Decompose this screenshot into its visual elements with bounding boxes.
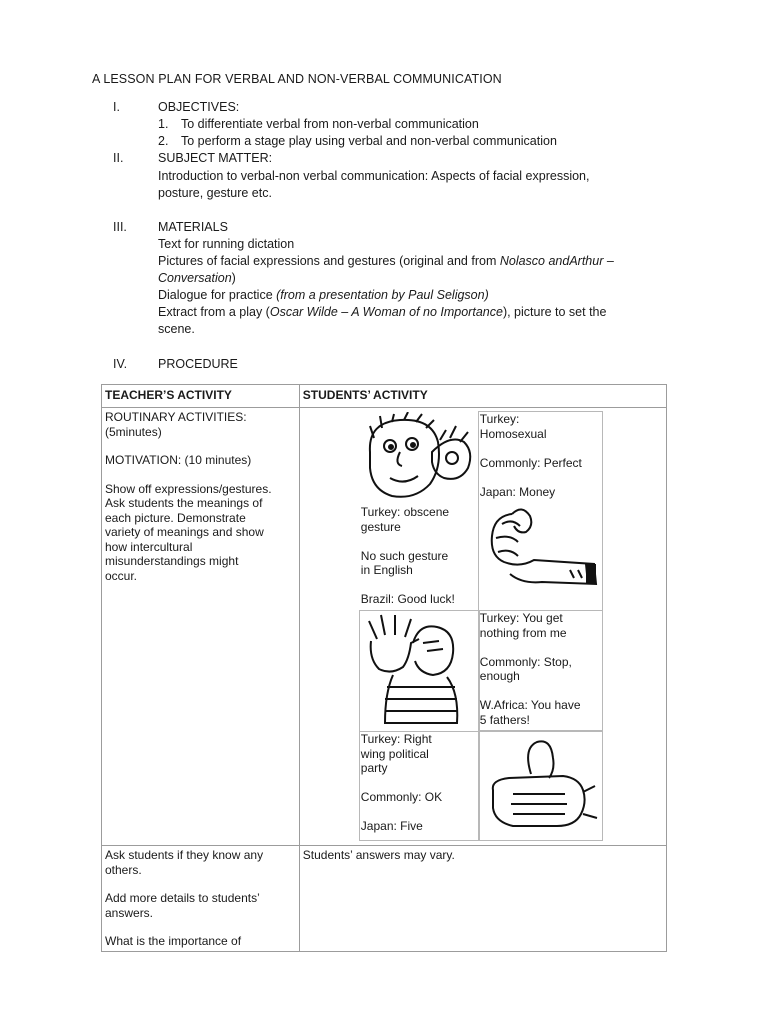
material-item: scene. [158, 322, 195, 336]
students-activity-cell [299, 408, 666, 846]
gesture-meaning-text: Turkey: You get nothing from me Commonly: Stop, enough W.Africa: You have 5 fathers! [479, 611, 581, 727]
instruction-line: Show off expressions/gestures. [105, 481, 272, 496]
gesture-meaning-text: Turkey: Homosexual Commonly: Perfect Japan: Money [479, 412, 582, 499]
teacher-activity-cell [102, 408, 300, 846]
section-numeral-3: III. [113, 220, 127, 234]
material-item: Extract from a play (Oscar Wilde – A Woman of no Importance), picture to set the [158, 305, 607, 319]
document-title: A LESSON PLAN FOR VERBAL AND NON-VERBAL COMMUNICATION [92, 72, 502, 86]
teacher-text-line: Ask students if they know any [105, 848, 264, 862]
open-palm-man-icon [363, 613, 475, 727]
objective-item-number: 2. [158, 134, 169, 148]
objective-item-number: 1. [158, 117, 169, 131]
students-activity-cell: Students’ answers may vary. [299, 846, 666, 952]
procedure-heading: PROCEDURE [158, 357, 238, 371]
subject-matter-text: posture, gesture etc. [158, 186, 272, 200]
subject-matter-text: Introduction to verbal-non verbal communication: Aspects of facial expression, [158, 169, 590, 183]
material-item: Pictures of facial expressions and gestures (original and from Nolasco andArthur – [158, 254, 614, 268]
teacher-activity-header: TEACHER’S ACTIVITY [102, 385, 300, 408]
material-item: Text for running dictation [158, 237, 295, 251]
materials-heading: MATERIALS [158, 220, 228, 234]
table-header-row [102, 385, 667, 408]
instruction-line: how intercultural [105, 539, 193, 554]
teacher-text-line: answers. [105, 905, 154, 920]
instruction-line: variety of meanings and show [105, 525, 264, 539]
instruction-line: Ask students the meanings of [105, 496, 263, 510]
material-item: Dialogue for practice (from a presentation by Paul Seligson) [158, 288, 489, 302]
motivation-label: MOTIVATION: (10 minutes) [105, 453, 252, 467]
gesture-meaning-text: Turkey: Right wing political party Commonly: OK Japan: Five [360, 732, 443, 833]
ok-gesture-face-icon [360, 412, 476, 504]
instruction-line: misunderstandings might [105, 554, 239, 568]
teacher-text-line: What is the importance of [105, 934, 242, 948]
thumbs-up-icon [483, 738, 601, 836]
section-numeral-4: IV. [113, 357, 128, 371]
teacher-text-line: Add more details to students’ [105, 891, 260, 905]
instruction-line: occur. [105, 568, 138, 583]
table-row [102, 408, 667, 846]
routinary-activities-label: ROUTINARY ACTIVITIES: [105, 410, 247, 424]
gesture-meaning-text: Turkey: obscene gesture No such gesture in English Brazil: Good luck! [360, 505, 455, 606]
section-numeral-2: II. [113, 151, 124, 165]
material-item: Conversation) [158, 271, 236, 285]
objective-item-text: To differentiate verbal from non-verbal communication [181, 117, 479, 131]
section-numeral-1: I. [113, 100, 120, 114]
teacher-activity-cell [102, 846, 300, 952]
teacher-text-line: others. [105, 862, 142, 877]
objective-item-text: To perform a stage play using verbal and non-verbal communication [181, 134, 557, 148]
routinary-duration: (5minutes) [105, 424, 162, 439]
instruction-line: each picture. Demonstrate [105, 510, 246, 525]
procedure-table [101, 384, 667, 952]
objectives-heading: OBJECTIVES: [158, 100, 240, 114]
subject-matter-heading: SUBJECT MATTER: [158, 151, 273, 165]
students-activity-header: STUDENTS’ ACTIVITY [299, 385, 666, 408]
fig-gesture-hand-icon [482, 504, 600, 594]
table-row [102, 846, 667, 952]
